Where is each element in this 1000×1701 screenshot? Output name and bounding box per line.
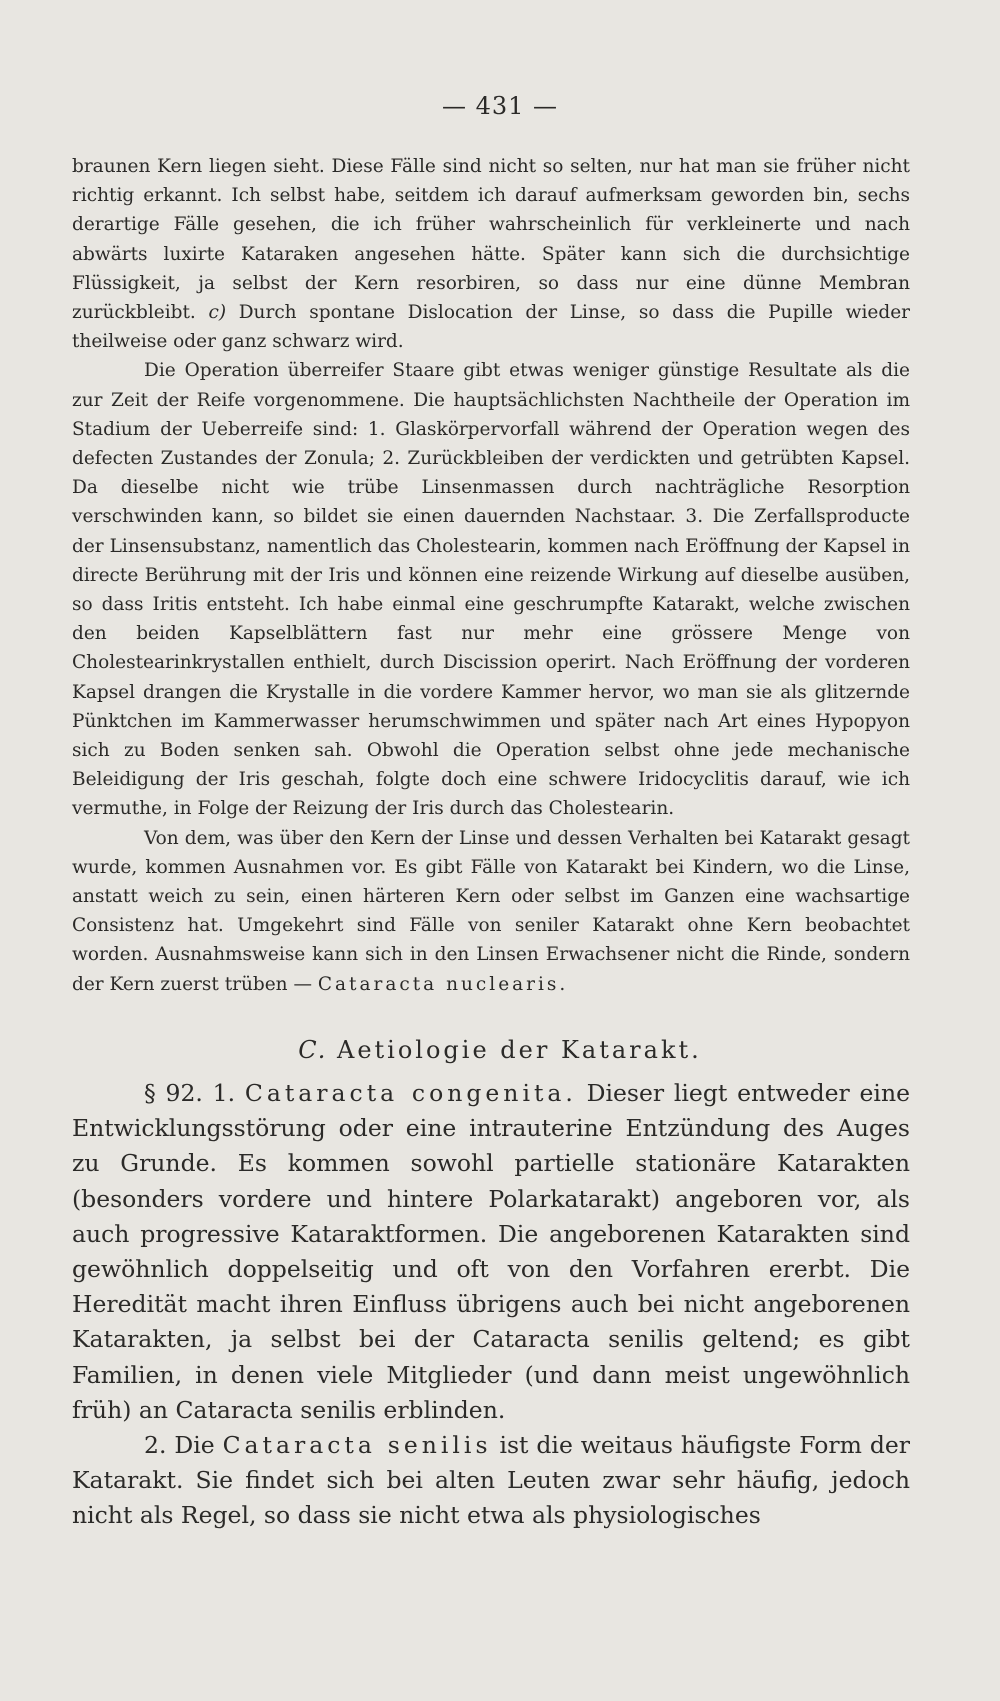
para1-tail: Durch spontane Dislocation der Linse, so dass die Pupille wieder theilweise oder ganz schwarz wird. bbox=[72, 302, 910, 353]
para4-text: Dieser liegt entweder eine Entwicklungsstörung oder eine intrauterine Entzündung des Auges zu Grunde. Es kommen sowohl partielle stationäre Katarakten (besonders vordere und hintere Polarkatarakt) angeboren vor, als auch progressive Kataraktformen. Die angeborenen Katarakten sind gewöhnlich doppelseitig und oft von den Vorfahren ererbt. Die Heredität macht ihren Einfluss übrigens auch bei nicht angeborenen Katarakten, ja selbst bei der Cataracta senilis geltend; es gibt Familien, in denen viele Mitglieder (und dann meist ungewöhnlich früh) an Cataracta senilis erblinden. bbox=[72, 1079, 910, 1424]
section-letter: C. bbox=[298, 1036, 328, 1064]
section-title: Aetiologie der Katarakt. bbox=[337, 1036, 702, 1064]
item-marker-c: c) bbox=[208, 302, 227, 324]
term-cataracta-congenita: Cataracta congenita. bbox=[244, 1079, 577, 1107]
term-cataracta-senilis: Cataracta senilis bbox=[222, 1431, 492, 1460]
paragraph-operation: Die Operation überreifer Staare gibt etwas weniger günstige Resultate als die zur Zeit der Reife vorgenommene. Die hauptsächlichsten Nachtheile der Operation im Stadium der Ueberreife sind: 1. Glaskörpervorfall während der Operation wegen des defecten Zustandes der Zonula; 2. Zurückbleiben der verdickten und getrübten Kapsel. Da dieselbe nicht wie trübe Linsenmassen durch nachträgliche Resorption verschwinden kann, so bildet sie einen dauernden Nachstaar. 3. Die Zerfallsproducte der Linsensubstanz, namentlich das Cholestearin, kommen nach Eröffnung der Kapsel in directe Berührung mit der Iris und können eine reizende Wirkung auf dieselbe ausüben, so dass Iritis entsteht. Ich habe einmal eine geschrumpfte Katarakt, welche zwischen den beiden Kapselblättern fast nur mehr eine grössere Menge von Cholestearinkrystallen enthielt, durch Discission operirt. Nach Eröffnung der vorderen Kapsel drangen die Krystalle in die vordere Kammer hervor, wo man sie als glitzernde Pünktchen im Kammerwasser herumschwimmen und später nach Art eines Hypopyon sich zu Boden senken sah. Obwohl die Operation selbst ohne jede mechanische Beleidigung der Iris geschah, folgte doch eine schwere Iridocyclitis darauf, wie ich vermuthe, in Folge der Reizung der Iris durch das Cholestearin. bbox=[72, 360, 910, 820]
section-mark: § 92. 1. bbox=[144, 1079, 236, 1107]
para3-text: Von dem, was über den Kern der Linse und dessen Verhalten bei Katarakt gesagt wurde, kommen Ausnahmen vor. Es gibt Fälle von Katarakt bei Kindern, wo die Linse, anstatt weich zu sein, einen härteren Kern oder selbst im Ganzen eine wachsartige Consistenz hat. Umgekehrt sind Fälle von seniler Katarakt ohne Kern beobachtet worden. Ausnahmsweise kann sich in den Linsen Erwachsener nicht die Rinde, sondern der Kern zuerst trüben — bbox=[72, 827, 910, 995]
large-print-section bbox=[72, 1076, 910, 1534]
paragraph-congenita bbox=[72, 1076, 910, 1428]
para5-mark: 2. Die bbox=[144, 1431, 215, 1460]
para5-text: ist die weitaus häufigste Form der Katarakt. Sie findet sich bei alten Leuten zwar sehr häufig, jedoch nicht als Regel, so dass sie nicht etwa als physiologisches bbox=[72, 1431, 911, 1530]
small-print-section bbox=[72, 152, 910, 999]
paragraph-continuation bbox=[72, 152, 910, 356]
paragraph-kern bbox=[72, 824, 910, 999]
term-cataracta-nuclearis: Cataracta nuclearis. bbox=[317, 973, 569, 995]
paragraph-senilis bbox=[72, 1428, 910, 1534]
para1-lead: braunen Kern liegen sieht. Diese Fälle sind nicht so selten, nur hat man sie früher nicht richtig erkannt. Ich selbst habe, seitdem ich darauf aufmerksam geworden bin, sechs derartige Fälle gesehen, die ich früher wahrscheinlich für verkleinerte und nach abwärts luxirte Kataraken angesehen hätte. Später kann sich die durchsichtige Flüssigkeit, ja selbst der Kern resorbiren, so dass nur eine dünne Membran zurückbleibt. bbox=[72, 156, 910, 324]
section-heading bbox=[0, 1036, 1000, 1064]
page-number: — 431 — bbox=[441, 92, 559, 120]
